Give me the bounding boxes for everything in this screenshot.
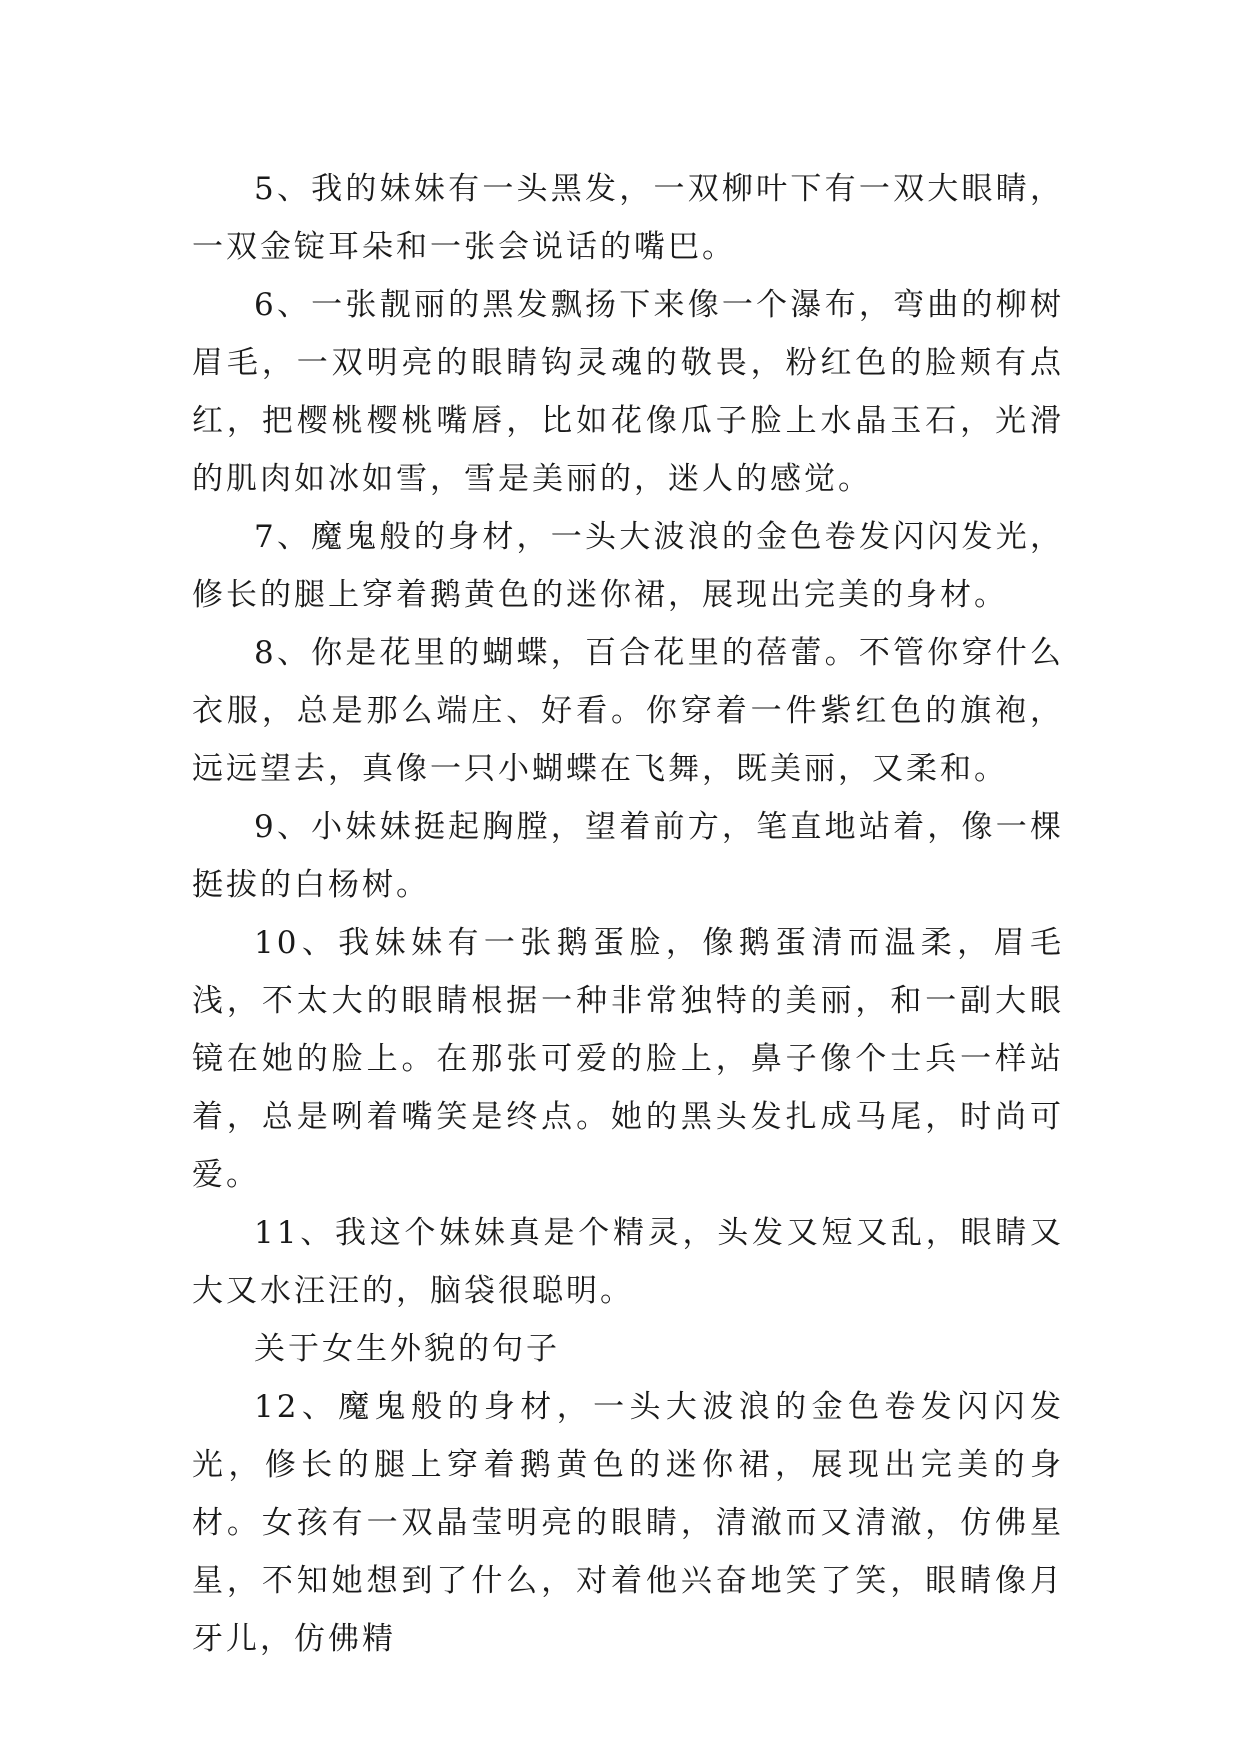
paragraph-5: 5、我的妹妹有一头黑发，一双柳叶下有一双大眼睛，一双金锭耳朵和一张会说话的嘴巴。 — [192, 171, 1064, 265]
paragraph-9: 9、小妹妹挺起胸膛，望着前方，笔直地站着，像一棵挺拔的白杨树。 — [192, 809, 1064, 903]
section-heading: 关于女生外貌的句子 — [254, 1331, 560, 1367]
paragraph-7: 7、魔鬼般的身材，一头大波浪的金色卷发闪闪发光，修长的腿上穿着鹅黄色的迷你裙，展现出完美的身材。 — [192, 519, 1064, 613]
document-body — [192, 160, 1064, 1668]
paragraph-11: 11、我这个妹妹真是个精灵，头发又短又乱，眼睛又大又水汪汪的，脑袋很聪明。 — [192, 1215, 1064, 1309]
paragraph-8: 8、你是花里的蝴蝶，百合花里的蓓蕾。不管你穿什么衣服，总是那么端庄、好看。你穿着一件紫红色的旗袍，远远望去，真像一只小蝴蝶在飞舞，既美丽，又柔和。 — [192, 635, 1064, 787]
paragraph-12: 12、魔鬼般的身材，一头大波浪的金色卷发闪闪发光，修长的腿上穿着鹅黄色的迷你裙，展现出完美的身材。女孩有一双晶莹明亮的眼睛，清澈而又清澈，仿佛星星，不知她想到了什么，对着他兴奋地笑了笑，眼睛像月牙儿，仿佛精 — [192, 1389, 1064, 1657]
paragraph-6: 6、一张靓丽的黑发飘扬下来像一个瀑布，弯曲的柳树眉毛，一双明亮的眼睛钩灵魂的敬畏，粉红色的脸颊有点红，把樱桃樱桃嘴唇，比如花像瓜子脸上水晶玉石，光滑的肌肉如冰如雪，雪是美丽的，迷人的感觉。 — [192, 287, 1064, 497]
paragraph-10: 10、我妹妹有一张鹅蛋脸，像鹅蛋清而温柔，眉毛浅，不太大的眼睛根据一种非常独特的美丽，和一副大眼镜在她的脸上。在那张可爱的脸上，鼻子像个士兵一样站着，总是咧着嘴笑是终点。她的黑头发扎成马尾，时尚可爱。 — [192, 925, 1064, 1193]
